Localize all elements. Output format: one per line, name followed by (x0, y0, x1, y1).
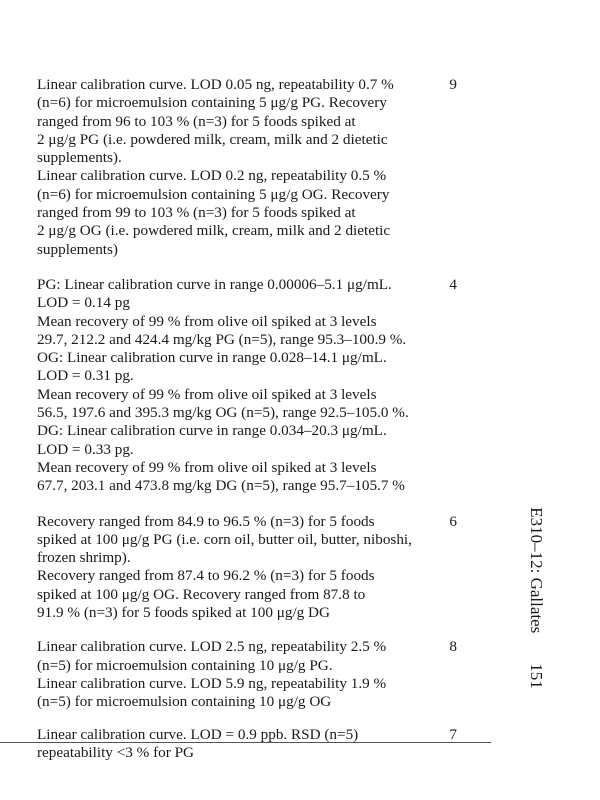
remarks-line: 2 μg/g PG (i.e. powdered milk, cream, milk and 2 dietetic (37, 130, 388, 148)
remarks-line: 2 μg/g OG (i.e. powdered milk, cream, milk and 2 dietetic (37, 222, 391, 240)
remarks-line: (n=5) for microemulsion containing 10 μg/g OG (37, 693, 332, 711)
remarks-line: supplements). (37, 149, 122, 167)
remarks-line: Mean recovery of 99 % from olive oil spiked at 3 levels (37, 312, 377, 330)
remarks-line: (n=6) for microemulsion containing 5 μg/g OG. Recovery (37, 185, 390, 203)
remarks-line: frozen shrimp). (37, 549, 131, 567)
remarks-line: 67.7, 203.1 and 473.8 mg/kg DG (n=5), range 95.7–105.7 % (37, 477, 405, 495)
remarks-line: (n=6) for microemulsion containing 5 μg/g PG. Recovery (37, 94, 387, 112)
table-row (37, 76, 467, 259)
remarks-line: Linear calibration curve. LOD 0.2 ng, repeatability 0.5 % (37, 167, 387, 185)
reference-number: 8 (449, 638, 457, 656)
remarks-cell (37, 513, 467, 623)
remarks-line: repeatability <3 % for PG (37, 743, 195, 761)
table-bottom-rule (0, 742, 491, 743)
remarks-cell (37, 726, 467, 763)
page-number: 151 (527, 663, 546, 689)
running-head-title: E310–12: Gallates (527, 507, 546, 634)
remarks-line: Linear calibration curve. LOD 2.5 ng, repeatability 2.5 % (37, 638, 387, 656)
running-head (526, 507, 546, 689)
reference-number: 9 (449, 76, 457, 93)
remarks-line: 91.9 % (n=3) for 5 foods spiked at 100 μg/g DG (37, 604, 330, 622)
remarks-line: LOD = 0.14 pg (37, 294, 130, 312)
remarks-line: Recovery ranged from 87.4 to 96.2 % (n=3) for 5 foods (37, 567, 375, 585)
remarks-line: LOD = 0.33 pg. (37, 440, 134, 458)
remarks-cell (37, 638, 467, 711)
table-row (37, 513, 467, 623)
remarks-line: supplements) (37, 240, 118, 258)
remarks-line: PG: Linear calibration curve in range 0.00006–5.1 μg/mL. (37, 275, 392, 293)
reference-number: 4 (449, 275, 457, 293)
remarks-line: Recovery ranged from 84.9 to 96.5 % (n=3) for 5 foods (37, 512, 375, 530)
remarks-line: spiked at 100 μg/g PG (i.e. corn oil, butter oil, butter, niboshi, (37, 530, 412, 548)
reference-number: 7 (449, 725, 457, 743)
remarks-line: Linear calibration curve. LOD = 0.9 ppb. RSD (n=5) (37, 725, 359, 743)
remarks-cell (37, 76, 467, 259)
remarks-line: OG: Linear calibration curve in range 0.028–14.1 μg/mL. (37, 349, 387, 367)
remarks-line: spiked at 100 μg/g OG. Recovery ranged from 87.8 to (37, 585, 366, 603)
remarks-line: Linear calibration curve. LOD 0.05 ng, repeatability 0.7 % (37, 76, 394, 93)
remarks-line: Mean recovery of 99 % from olive oil spiked at 3 levels (37, 385, 377, 403)
remarks-line: 29.7, 212.2 and 424.4 mg/kg PG (n=5), range 95.3–100.9 %. (37, 330, 407, 348)
remarks-cell (37, 276, 467, 496)
table-row (37, 638, 467, 711)
remarks-line: ranged from 99 to 103 % (n=3) for 5 foods spiked at (37, 204, 356, 222)
remarks-line: LOD = 0.31 pg. (37, 367, 134, 385)
remarks-line: DG: Linear calibration curve in range 0.034–20.3 μg/mL. (37, 422, 387, 440)
table-row (37, 276, 467, 496)
table-row (37, 726, 467, 763)
table-remarks-column (37, 76, 467, 779)
remarks-line: ranged from 96 to 103 % (n=3) for 5 foods spiked at (37, 112, 356, 130)
remarks-line: Linear calibration curve. LOD 5.9 ng, repeatability 1.9 % (37, 674, 387, 692)
reference-number: 6 (449, 512, 457, 530)
remarks-line: Mean recovery of 99 % from olive oil spiked at 3 levels (37, 458, 377, 476)
remarks-line: 56.5, 197.6 and 395.3 mg/kg OG (n=5), range 92.5–105.0 %. (37, 404, 409, 422)
remarks-line: (n=5) for microemulsion containing 10 μg/g PG. (37, 656, 333, 674)
